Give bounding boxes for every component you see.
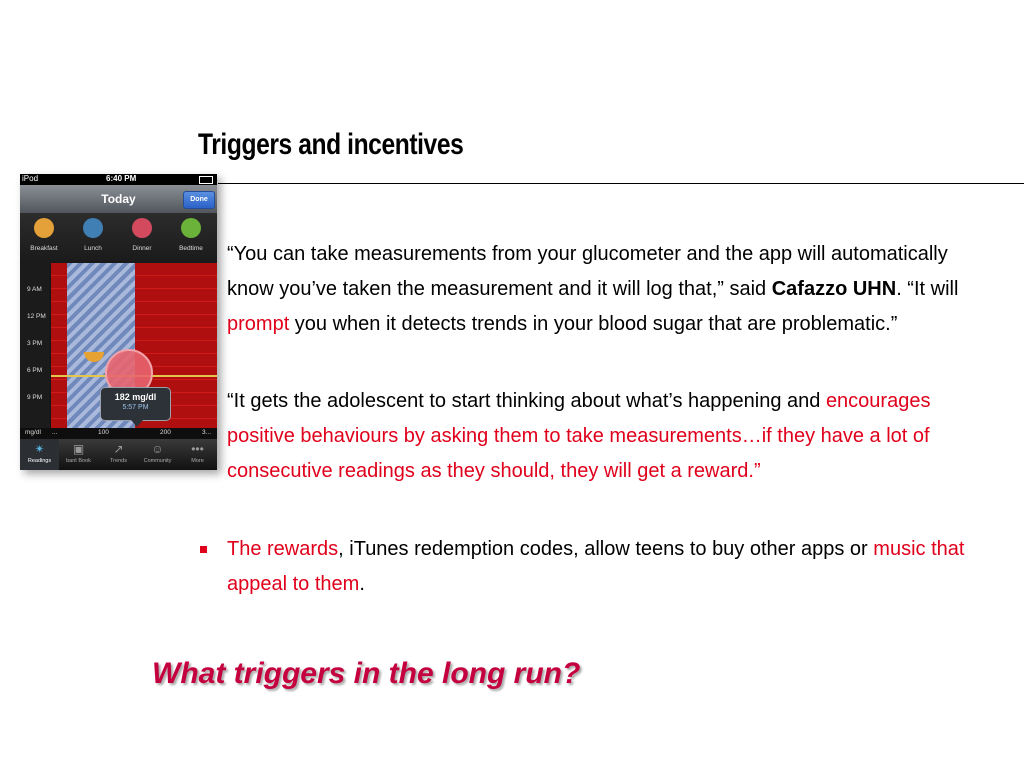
quote-paragraph-2 [227,384,997,489]
highlight-text: The rewards [227,538,339,560]
slide-title: Triggers and incentives [198,128,464,161]
body-text: . [359,573,365,595]
scale-tick: 3... [202,429,212,436]
device-name: iPod [22,174,39,183]
quote-text: “It gets the adolescent to start thinking about what’s happening and [227,390,826,412]
value-scale [20,428,217,439]
scale-tick: 200 [160,429,171,436]
time-axis [20,263,50,428]
title-divider [218,183,1024,184]
tab-label: More [191,458,204,464]
logbook-icon: ▣ [72,442,85,456]
reading-tooltip [100,387,171,421]
readings-chart[interactable] [20,263,217,428]
quote-text: you when it detects trends in your blood sugar that are problematic.” [289,313,898,335]
tab-label: Trends [110,458,127,464]
body-text: , iTunes redemption codes, allow teens to buy other apps or [338,538,874,560]
time-label: 9 PM [27,394,43,401]
meal-label: Breakfast [30,245,58,252]
phone-screenshot [20,174,217,470]
quote-text: . “It will [896,278,959,300]
tab-logbook[interactable] [59,439,98,470]
tab-bar [20,439,217,470]
trends-icon: ↗ [113,442,124,456]
time-label: 3 PM [27,340,43,347]
time-label: 6 PM [27,367,43,374]
tab-label: Readings [27,458,52,464]
highlight-text: music that appeal to them [227,538,965,595]
meal-label: Lunch [84,245,102,252]
source-name: Cafazzo UHN [771,278,897,300]
scale-dots: ... [52,429,58,436]
tab-label: bant Book [66,458,91,464]
meal-breakfast[interactable] [24,218,64,252]
breakfast-dot-icon [34,218,54,238]
highlight-text: encourages positive behaviours by asking them to take measurements…if they have a lot of consecutive readings as they should, they will get a reward.” [227,390,931,482]
tab-readings[interactable] [20,439,59,470]
bedtime-dot-icon [181,218,201,238]
meal-label: Bedtime [179,245,203,252]
more-icon: ••• [191,442,204,456]
quote-paragraph-1 [227,237,997,342]
meal-lunch[interactable] [73,218,113,252]
meal-bedtime[interactable] [171,218,211,252]
status-time: 6:40 PM [106,174,137,183]
scale-unit: mg/dl [25,429,41,436]
time-label: 12 PM [27,313,46,320]
meal-label: Dinner [132,245,152,252]
battery-icon [199,176,213,184]
meal-selector [20,213,217,263]
meal-dinner[interactable] [122,218,162,252]
closing-question: What triggers in the long run? [152,657,581,690]
tab-more[interactable] [178,439,217,470]
tab-label: Community [143,458,172,464]
done-button[interactable]: Done [183,191,215,209]
nav-bar [20,185,217,213]
reading-value: 182 mg/dl [114,392,157,402]
status-bar [20,174,217,185]
lunch-dot-icon [83,218,103,238]
time-label: 9 AM [27,286,42,293]
dinner-dot-icon [132,218,152,238]
nav-title: Today [101,192,136,206]
reading-time: 5:57 PM [122,404,149,411]
readings-icon: ✴ [34,442,45,456]
scale-tick: 100 [98,429,109,436]
bullet-icon [200,546,207,553]
community-icon: ☺ [151,442,164,456]
rewards-paragraph [227,532,997,602]
tab-trends[interactable] [99,439,138,470]
highlight-text: prompt [227,313,290,335]
tab-community[interactable] [138,439,177,470]
quote-text: “You can take measurements from your glucometer and the app will automatically know you’ve taken the measurement and it will log that,” said [227,243,948,300]
